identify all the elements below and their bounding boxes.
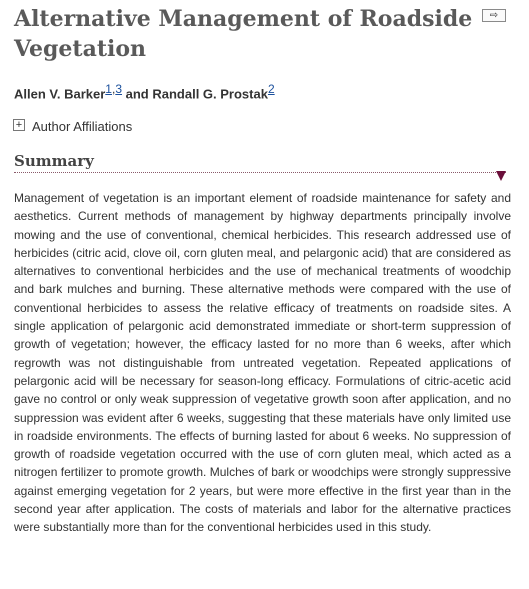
author-name[interactable]: Allen V. Barker xyxy=(14,86,106,102)
affiliation-separator: , xyxy=(111,82,116,96)
author-affiliations-link[interactable]: Author Affiliations xyxy=(32,119,133,134)
affiliation-ref[interactable]: 2 xyxy=(267,82,275,96)
down-triangle-icon[interactable] xyxy=(496,171,506,181)
abstract-text: Management of vegetation is an important element of roadside maintenance for safety and aesthetics. Current methods of management by highway departments principally involve mowing and the use of conventional, chemical herbicides. This research addressed use of herbicides (citric acid, clove oil, corn gluten meal, and pelargonic acid) that are considered as alternatives to conventional herbicides and the use of mechanical treatments of woodchip and bark mulches and burning. These alternative methods were compared with the use of conventional herbicides to assess the relative efficacy of treatments on roadside sites. A single application of pelargonic acid demonstrated immediate or short-term suppression of growth of vegetation; however, the efficacy lasted for no more than 6 weeks, after which regrowth was not distinguishable from untreated vegetation. Repeated applications of pelargonic acid will be necessary for season-long efficacy. Formulations of citric-acetic acid gave no control or only weak suppression of vegetative growth soon after application, and no suppression was evident after 6 weeks, suggesting that these materials have only limited use in roadside environments. The effects of burning lasted for about 6 weeks. No suppression of growth of roadside vegetation occurred with the use of corn gluten meal, which acted as a nitrogen fertilizer to promote growth. Mulches of bark or woodchips were strongly suppressive against emerging vegetation for 2 years, but were more effective in the first year than in the second year after application. The costs of materials and labor for the alternative practices were substantially more than for the conventional herbicides used in this study. xyxy=(14,191,511,535)
expand-plus-icon[interactable]: + xyxy=(13,119,25,131)
article-title: Alternative Management of Roadside Vegetation xyxy=(14,6,473,62)
section-divider xyxy=(14,172,506,173)
summary-heading: Summary xyxy=(14,152,94,170)
author-list xyxy=(14,82,275,101)
expand-arrow-icon[interactable]: ⇨ xyxy=(482,9,506,22)
affiliation-ref[interactable]: 1 xyxy=(105,82,112,96)
affiliation-ref[interactable]: 3 xyxy=(115,82,123,96)
author-conjunction: and xyxy=(122,86,153,102)
author-name[interactable]: Randall G. Prostak xyxy=(152,86,268,102)
